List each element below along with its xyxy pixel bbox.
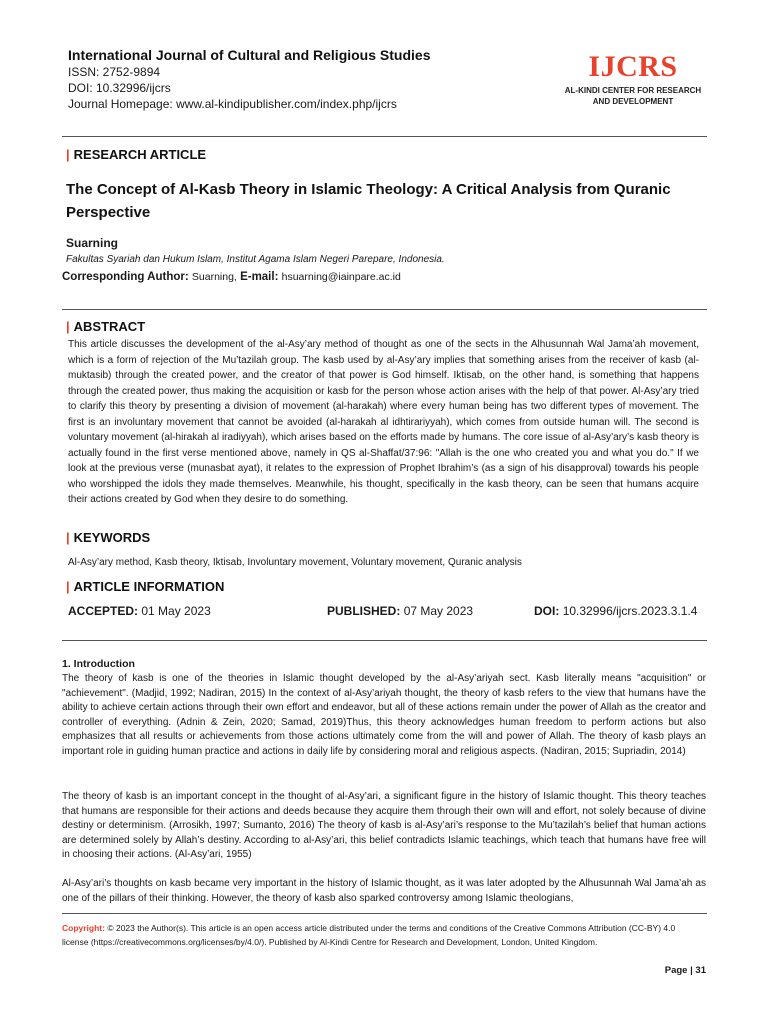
journal-header: [68, 46, 708, 120]
abstract-divider: [62, 309, 707, 310]
email-link[interactable]: hsuarning@iainpare.ac.id: [281, 271, 401, 283]
logo-mark: IJCRS: [588, 50, 678, 83]
body-divider: [62, 640, 707, 641]
copyright-text: © 2023 the Author(s). This article is an open access article distributed under the terms and conditions of the Creative Commons Attribution (CC-BY) 4.0 license (https://creativecommons.org/licenses/by/4.0/). Published by Al-Kindi Centre for Research and Development, London, United Kingdom.: [62, 923, 676, 947]
body-paragraph-3: Al-Asy’ari’s thoughts on kasb became very important in the history of Islamic thought, as it was later adopted by the Alhusunnah Wal Jama’ah as one of the pillars of their thinking. However, the theory of kasb also sparked controversy among Islamic theologians,: [62, 878, 706, 904]
page-number: Page | 31: [664, 965, 706, 976]
section-heading-introduction: 1. Introduction: [62, 658, 135, 670]
logo-subtitle-line2: AND DEVELOPMENT: [592, 97, 674, 106]
journal-doi: DOI: 10.32996/ijcrs: [68, 81, 171, 95]
corresponding-label: Corresponding Author:: [62, 271, 189, 283]
corresponding-name: Suarning,: [191, 271, 237, 283]
article-info-heading: | ARTICLE INFORMATION: [66, 579, 225, 594]
keywords-heading: | KEYWORDS: [66, 530, 151, 545]
journal-info: [68, 46, 430, 112]
journal-issn: ISSN: 2752-9894: [68, 65, 161, 79]
accepted-date: ACCEPTED: 01 May 2023: [68, 604, 211, 618]
article-doi: DOI: 10.32996/ijcrs.2023.3.1.4: [534, 604, 698, 618]
abstract-heading: | ABSTRACT: [66, 319, 146, 334]
accent-bar: |: [66, 579, 70, 594]
abstract-text: This article discusses the development of the al-Asy’ary method of thought as one of the sects in the Alhusunnah Wal Jama’ah movement, which is a form of rejection of the Mu’tazilah group. The kasb used by al-Asy’ary implies that something arises from the receiver of kasb (al-muktasib) through the created power, and the creator of that power is God himself. Iktisab, on the other hand, is something that happens through the created power, thus making the acquisition or kasb for the person whose action arises with the help of that power. Al-Asy’ary tried to clarify this theory by presenting a division of movement (al-harakah) where every human being has two different types of movement. The first is an involuntary movement that cannot be avoided (al-harakah al idhtirariyyah), which comes from outside human will. The second is voluntary movement (al-hirakah al iradiyyah), which arises based on the efforts made by humans. The core issue of al-Asy’ary’s kasb theory is actually found in the first verse mentioned above, namely in QS al-Shaffat/37:96: "Allah is the one who created you and what you do." If we look at the previous verse (munasbat ayat), it relates to the expression of Prophet Ibrahim’s (as a sign of his disapproval) towards his people who worshipped the idols they made themselves. Meanwhile, his thought, specifically in the kasb theory, can be seen that humans acquire their actions created by God when they desire to do something.: [68, 339, 699, 505]
accent-bar: |: [66, 319, 70, 334]
article-title: The Concept of Al-Kasb Theory in Islamic Theology: A Critical Analysis from Quranic Perspective: [66, 181, 671, 221]
copyright-label: Copyright:: [62, 923, 105, 933]
keywords-text: Al-Asy’ary method, Kasb theory, Iktisab, Involuntary movement, Voluntary movement, Quranic analysis: [68, 557, 522, 568]
accent-bar: |: [66, 147, 70, 162]
body-paragraph-1: The theory of kasb is one of the theories in Islamic thought developed by the al-Asy’ariyah sect. Kasb literally means "acquisition" or "achievement". (Madjid, 1992; Nadiran, 2015) In the context of al-Asy’ariyah thought, the theory of kasb refers to the view that humans have the ability to achieve certain actions through their own effort and endeavor, but all of these actions remain under the power of Allah as the creator and controller of everything. (Adnin & Zein, 2020; Samad, 2019)Thus, this theory acknowledges human freedom to perform actions but also emphasizes that all results or achievements from those actions ultimately come from the will and power of Allah. The theory of kasb plays an important role in guiding human practice and actions in daily life by considering moral and religious aspects. (Nadiran, 2015; Supriadin, 2014): [62, 673, 706, 757]
published-date: PUBLISHED: 07 May 2023: [327, 604, 474, 618]
header-divider: [62, 136, 707, 137]
journal-homepage[interactable]: Journal Homepage: www.al-kindipublisher.com/index.php/ijcrs: [68, 97, 397, 111]
author-name: Suarning: [66, 236, 119, 250]
footer-divider: [62, 913, 707, 914]
accent-bar: |: [66, 530, 70, 545]
copyright-notice: [62, 922, 702, 949]
journal-title: International Journal of Cultural and Religious Studies: [68, 47, 431, 63]
article-type-heading: | RESEARCH ARTICLE: [66, 147, 207, 162]
journal-logo: [558, 50, 708, 107]
author-affiliation: Fakultas Syariah dan Hukum Islam, Institut Agama Islam Negeri Parepare, Indonesia.: [66, 254, 445, 265]
email-label: E-mail: [240, 271, 275, 283]
corresponding-author: Corresponding Author: Suarning, E-mail: hsuarning@iainpare.ac.id: [62, 271, 401, 283]
logo-subtitle-line1: AL-KINDI CENTER FOR RESEARCH: [564, 86, 702, 95]
body-paragraph-2: The theory of kasb is an important concept in the thought of al-Asy’ari, a significant figure in the history of Islamic thought. This theory teaches that humans are responsible for their actions and deeds because they acquire them through their own will and effort, not solely because of divine destiny or determinism. (Arrosikh, 1997; Sumanto, 2016) The theory of kasb is al-Asy’ari’s response to the Mu’tazilah’s belief that human actions are determined solely by Allah’s destiny. According to al-Asy’ari, this belief contradicts Islamic teachings, which teach that humans have free will in choosing their actions. (Al-Asy’ari, 1955): [62, 791, 706, 861]
